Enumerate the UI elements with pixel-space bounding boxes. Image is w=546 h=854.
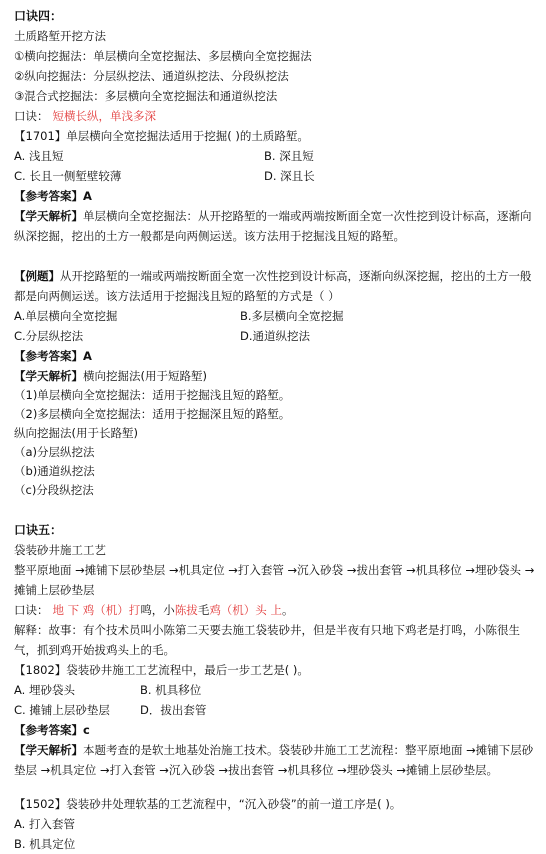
option-c: C. 长且一侧堑壁较薄: [14, 169, 122, 183]
analysis-heading: [14, 366, 536, 386]
section-heading-4: 口诀四：: [14, 9, 63, 23]
option-b: B. 机具移位: [140, 683, 202, 697]
method-item: ②纵向挖掘法：分层纵挖法、通道纵挖法、分段纵挖法: [14, 69, 289, 83]
option-row: [14, 326, 536, 346]
question-stem: 【1802】袋装砂井施工工艺流程中，最后一步工艺是( )。: [14, 663, 309, 677]
analysis-item: （1)单层横向全宽挖掘法：适用于挖掘浅且短的路堑。: [14, 388, 291, 402]
analysis-text: 本题考查的是软土地基处治施工技术。袋装砂井施工工艺流程：整平原地面 →摊铺下层砂垫层 →机具定位 →打入套管 →沉入砂袋 →拔出套管 →机具移位 →埋砂袋头 →摊铺上层砂垫层。: [14, 743, 534, 777]
analysis-item: （a)分层纵挖法: [14, 445, 95, 459]
question-stem: 【1502】袋装砂井处理软基的工艺流程中，“沉入砂袋”的前一道工序是( )。: [14, 797, 402, 811]
topic-title: 袋装砂井施工工艺: [14, 543, 106, 557]
option-row: [14, 146, 536, 166]
analysis-item: （b)通道纵挖法: [14, 464, 95, 478]
analysis-item: （2)多层横向全宽挖掘法：适用于挖掘深且短的路堑。: [14, 407, 291, 421]
mnemonic-line: [14, 600, 536, 620]
section-heading-5: 口诀五：: [14, 523, 63, 537]
reference-answer: 【参考答案】A: [14, 349, 92, 363]
analysis-item: 纵向挖掘法(用于长路堑): [14, 426, 138, 440]
reference-answer: 【参考答案】c: [14, 723, 90, 737]
option-row: [14, 700, 536, 720]
analysis-paragraph: [14, 206, 536, 246]
analysis-label: 【学天解析】: [14, 743, 83, 757]
mnemonic-part: 地 下 鸡（机）打: [52, 603, 141, 617]
option-b: B.多层横向全宽挖掘: [240, 309, 344, 323]
mnemonic-text: 短横长纵，单浅多深: [52, 109, 156, 123]
example-question: [14, 266, 536, 306]
option-c: C.分层纵挖法: [14, 329, 84, 343]
mnemonic-part: 毛: [197, 603, 210, 617]
option-d: D. 深且长: [264, 169, 315, 183]
analysis-title: 横向挖掘法(用于短路堑): [83, 369, 207, 383]
option-a: A. 埋砂袋头: [14, 683, 75, 697]
option-b: B. 机具定位: [14, 837, 76, 851]
analysis-text: 单层横向全宽挖掘法：从开挖路堑的一端或两端按断面全宽一次性挖到设计标高，逐渐向纵深挖掘，挖出的土方一般都是向两侧运送。该方法用于挖掘浅且短的路堑。: [14, 209, 532, 243]
analysis-paragraph: [14, 740, 536, 780]
method-item: ③混合式挖掘法：多层横向全宽挖掘法和通道纵挖法: [14, 89, 278, 103]
option-c: C. 摊铺上层砂垫层: [14, 703, 110, 717]
example-stem: 从开挖路堑的一端或两端按断面全宽一次性挖到设计标高，逐渐向纵深挖掘，挖出的土方一般都是向两侧运送。该方法适用于挖掘浅且短的路堑的方式是（ ）: [14, 269, 532, 303]
mnemonic-label: 口诀：: [14, 603, 49, 617]
option-a: A. 浅且短: [14, 149, 64, 163]
option-row: [14, 306, 536, 326]
reference-answer: 【参考答案】A: [14, 189, 92, 203]
mnemonic-part: 鸣，小: [140, 603, 175, 617]
option-row: [14, 166, 536, 186]
mnemonic-part: 鸡（机）头 上: [209, 603, 282, 617]
mnemonic-line: [14, 106, 536, 126]
mnemonic-part: 。: [281, 603, 294, 617]
mnemonic-label: 口诀：: [14, 109, 49, 123]
option-a: A.单层横向全宽挖掘: [14, 309, 118, 323]
explanation: 解释：故事：有个技术员叫小陈第二天要去施工袋装砂井，但是半夜有只地下鸡老是打鸣，小陈很生气，抓到鸡开始拔鸡头上的毛。: [14, 623, 520, 657]
option-d: D.通道纵挖法: [240, 329, 311, 343]
method-item: ①横向挖掘法：单层横向全宽挖掘法、多层横向全宽挖掘法: [14, 49, 312, 63]
example-label: 【例题】: [14, 269, 60, 283]
analysis-label: 【学天解析】: [14, 369, 83, 383]
analysis-item: （c)分段纵挖法: [14, 483, 94, 497]
option-a: A. 打入套管: [14, 817, 75, 831]
option-d: D．拔出套管: [140, 703, 207, 717]
analysis-label: 【学天解析】: [14, 209, 83, 223]
topic-title: 土质路堑开挖方法: [14, 29, 106, 43]
process-flow: 整平原地面 →摊铺下层砂垫层 →机具定位 →打入套管 →沉入砂袋 →拔出套管 →机具移位 →埋砂袋头 →摊铺上层砂垫层: [14, 563, 535, 597]
option-b: B. 深且短: [264, 149, 314, 163]
mnemonic-part: 陈拔: [174, 603, 198, 617]
question-stem: 【1701】单层横向全宽挖掘法适用于挖掘( )的土质路堑。: [14, 129, 309, 143]
option-row: [14, 680, 536, 700]
